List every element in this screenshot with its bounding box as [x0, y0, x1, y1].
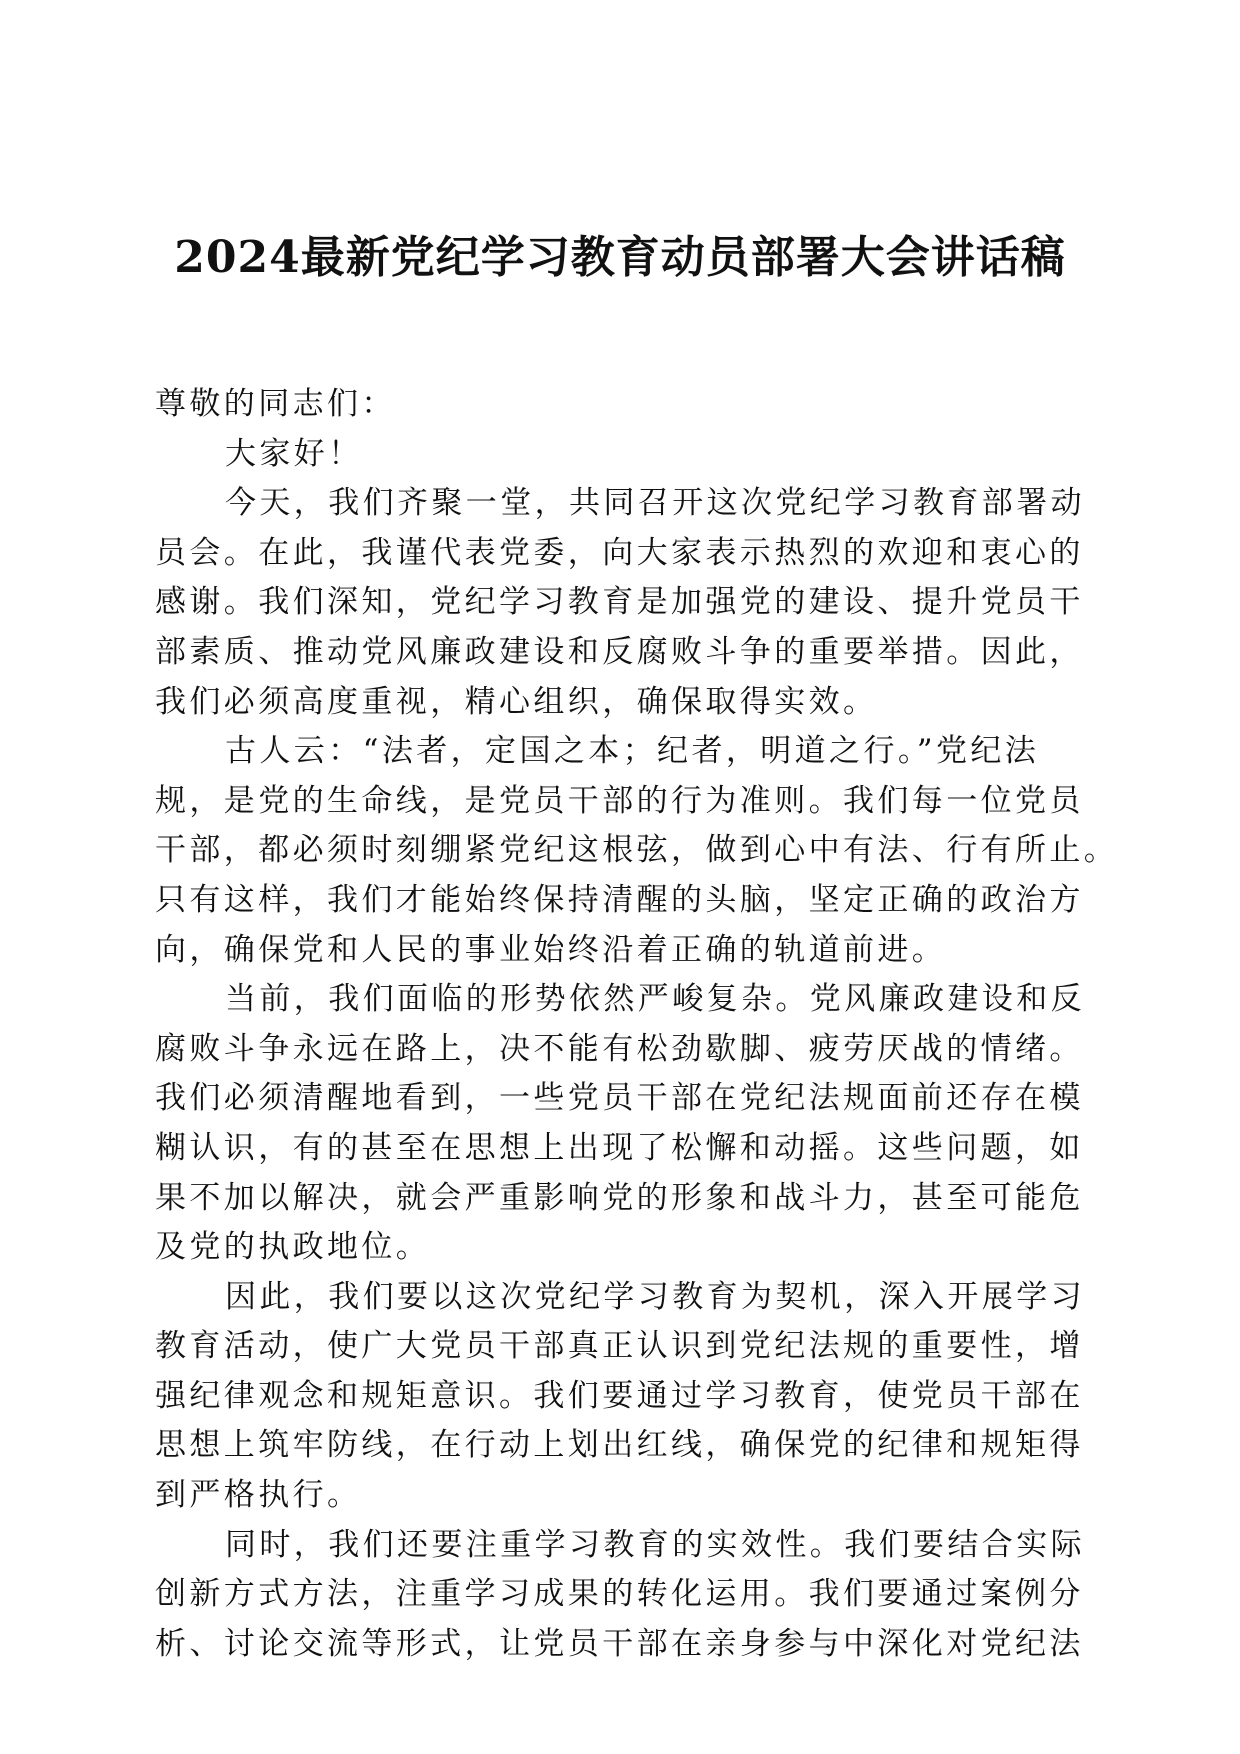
text-line: 感谢。我们深知，党纪学习教育是加强党的建设、提升党员干 [155, 584, 1084, 621]
text-line: 今天，我们齐聚一堂，共同召开这次党纪学习教育部署动 [225, 485, 1085, 522]
text-line: 我们必须高度重视，精心组织，确保取得实效。 [155, 683, 878, 720]
text-line: 规，是党的生命线，是党员干部的行为准则。我们每一位党员 [155, 782, 1084, 819]
text-line: 因此，我们要以这次党纪学习教育为契机，深入开展学习 [225, 1278, 1085, 1315]
text-line: 员会。在此，我谨代表党委，向大家表示热烈的欢迎和衷心的 [155, 534, 1084, 571]
salutation: 尊敬的同志们： [155, 386, 396, 422]
greeting: 大家好！ [225, 435, 363, 472]
text-line: 古人云：“法者，定国之本；纪者，明道之行。”党纪法 [225, 733, 1040, 770]
text-line: 强纪律观念和规矩意识。我们要通过学习教育，使党员干部在 [155, 1377, 1084, 1414]
text-line: 腐败斗争永远在路上，决不能有松劲歇脚、疲劳厌战的情绪。 [155, 1030, 1084, 1067]
text-line: 到严格执行。 [155, 1477, 362, 1514]
text-line: 向，确保党和人民的事业始终沿着正确的轨道前进。 [155, 931, 947, 968]
document-title: 2024最新党纪学习教育动员部署大会讲话稿 [174, 232, 1066, 283]
text-line: 当前，我们面临的形势依然严峻复杂。党风廉政建设和反 [225, 981, 1085, 1018]
text-line: 教育活动，使广大党员干部真正认识到党纪法规的重要性，增 [155, 1328, 1084, 1365]
text-line: 创新方式方法，注重学习成果的转化运用。我们要通过案例分 [155, 1576, 1084, 1613]
text-line: 只有这样，我们才能始终保持清醒的头脑，坚定正确的政治方 [155, 881, 1084, 918]
text-line: 我们必须清醒地看到，一些党员干部在党纪法规面前还存在模 [155, 1080, 1084, 1117]
text-line: 糊认识，有的甚至在思想上出现了松懈和动摇。这些问题，如 [155, 1129, 1084, 1166]
text-line: 思想上筑牢防线，在行动上划出红线，确保党的纪律和规矩得 [155, 1427, 1084, 1464]
document-body [155, 380, 1119, 1669]
text-line: 析、讨论交流等形式，让党员干部在亲身参与中深化对党纪法 [155, 1625, 1084, 1662]
text-line: 部素质、推动党风廉政建设和反腐败斗争的重要举措。因此， [155, 633, 1084, 670]
text-line: 同时，我们还要注重学习教育的实效性。我们要结合实际 [225, 1526, 1085, 1563]
text-line: 及党的执政地位。 [155, 1229, 431, 1266]
text-line: 干部，都必须时刻绷紧党纪这根弦，做到心中有法、行有所止。 [155, 832, 1119, 869]
text-line: 果不加以解决，就会严重影响党的形象和战斗力，甚至可能危 [155, 1179, 1084, 1216]
